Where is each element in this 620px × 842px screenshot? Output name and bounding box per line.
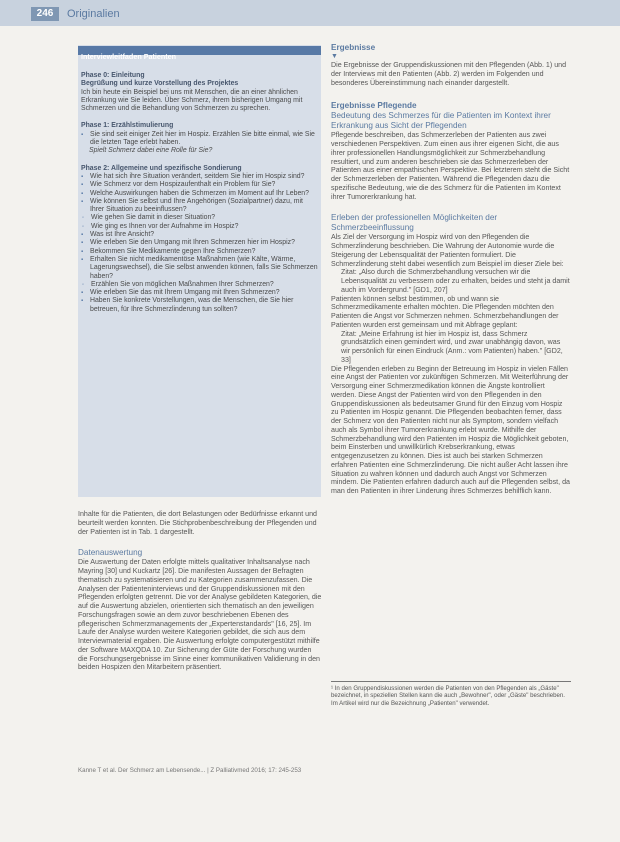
list-item: ▪ Wie hat sich ihre Situation verändert, seitdem Sie hier im Hospiz sind? [89, 173, 318, 181]
moeglich-heading: Erleben der professionellen Möglichkeiten der Schmerzbeeinflussung [331, 213, 498, 233]
moeglich-text: Als Ziel der Versorgung im Hospiz wird von den Pflegenden die Schmerzlinderung beschrieben. Die Wahrung der Autonomie wurde die Steigerung der Lebensqualität der Patienten formuliert. Die Schmerzlinderung steht dabei wesentlich zum Beispiel im dieser Ziele bei: [331, 233, 564, 268]
footnote: ¹ In den Gruppendiskussionen werden die Patienten von den Pflegenden als „Gäste" bezeichnet, in speziellen Stellen kann die auch „Bewohner", oder „Gäste" beschrieben. Im Artikel wird nur die Bezeichnung „Patienten" verwendet. [331, 681, 571, 707]
section-title: Originalien [67, 8, 120, 20]
list-item: ▪ Welche Auswirkungen haben die Schmerzen im Moment auf Ihr Leben? [89, 190, 318, 198]
list-item: ▪ Was ist Ihre Ansicht? [89, 231, 318, 239]
left-body-text [78, 510, 322, 672]
arrow-down-icon: ▼ [331, 53, 338, 60]
list-item: ▪ Wie erleben Sie den Umgang mit Ihren Schmerzen hier im Hospiz? [89, 239, 318, 247]
sub-list-item: ◦ Wie ging es Ihnen vor der Aufnahme im Hospiz? [90, 223, 318, 231]
moeglich-text-3: Die Pflegenden erleben zu Beginn der Betreuung im Hospiz in vielen Fällen eine Angst der Patienten vor zukünftigen Schmerzen. Mit Weiterführung der Versorgung einer Schmerzmedikation können die Ängste kontrolliert werden. Diese Angst der Patienten wird von den Pflegenden in den Gruppendiskussionen als bedeutsamer Grund für den Einzug vom Hospiz zu Patienten im Hospiz genannt. Die Pflegenden beobachten ferner, dass der Schmerz von den Patienten nicht nur als Symptom, sondern vielfach auch als Symbol ihrer Tumorerkrankung erlebt wurde. Mithilfe der Schmerzbehandlung wird den Patienten im Hospiz die Möglichkeit geboten, beim Einsterben und unwillkürlich Krebserkrankung, etwas entgegenzusetzen zu können. Dies ist auch bei starken Schmerzen erfahren Patienten eine Schmerzlinderung. Die nicht außer Acht lassen ihre Situation zu wahren können und dadurch auch Angst vor Schmerzen mindern. Die Patienten erfahren dadurch auch auf die Pflegenden selbst, da man den Patienten in ihrer Linderung ihres Schmerzes behilflich kann. [331, 364, 570, 495]
phase0-text: Ich bin heute ein Beispiel bei uns mit Menschen, die an einer ähnlichen Erkrankung wie Sie leiden. Über Schmerz, ihrem bisherigen Umgang mit Schmerzen und die Behandlung von Schmerzen zu sprechen. [81, 88, 303, 113]
ergebnisse-heading: Ergebnisse [331, 43, 376, 52]
auswertung-text: Die Auswertung der Daten erfolgte mittels qualitativer Inhaltsanalyse nach Mayring [30] und Kuckartz [26]. Die manifesten Aussagen der Befragten thematisch zu systematisieren und zu Kategorien zusammenzufassen. Die Analysen der Patienteninterviews und der Gruppendiskussionen mit den Pflegenden erfolgten getrennt. Die vor der Analyse gebildeten Kategorien, die auf die Auswertung abzielen, orientierten sich thematisch an den jeweiligen Forschungsfragen sowie an dem zuvor beschriebenen Ebenen des pflegerischen Schmerzmanagements der „Expertenstandards" [16, 25]. Im Laufe der Analyse wurden weitere Kategorien gebildet, die sich aus dem Interviewmaterial ergaben. Die Auswertung erfolgte computergestützt mithilfe der Software MAXQDA 10. Zur Sicherung der Güte der Forschung wurden die Forschungsergebnisse im Sinne einer kommunikativen Validierung in den beiden Hospizen den Mitarbeitern präsentiert. [78, 558, 322, 672]
list-item: ▪ Bekommen Sie Medikamente gegen Ihre Schmerzen? [89, 248, 318, 256]
sub-list-item: ◦ Wie gehen Sie damit in dieser Situation? [90, 214, 318, 222]
quote: Zitat: „Meine Erfahrung ist hier im Hospiz ist, dass Schmerz grundsätzlich einen gemindert wird, und zwar unabhängig davon, was wir persönlich für einen Eindruck (Anm.: vom Patienten) haben." [GD2, 33] [341, 329, 563, 364]
right-column [331, 43, 571, 496]
box-content [81, 69, 318, 314]
auswertung-heading: Datenauswertung [78, 548, 143, 558]
sub-list-item: ◦ Erzählen Sie von möglichen Maßnahmen Ihrer Schmerzen? [90, 281, 318, 289]
list-item: ▪ Wie können Sie selbst und Ihre Angehörigen (Sozialpartner) dazu, mit Ihrer Situation zu beeinflussen? [89, 198, 318, 215]
phase0-title: Phase 0: Einleitung [81, 72, 145, 79]
list-item: ▪ Wie Schmerz vor dem Hospizaufenthalt ein Problem für Sie? [89, 181, 318, 189]
phase0-subtitle: Begrüßung und kurze Vorstellung des Projektes [81, 80, 239, 88]
list-item: ▪ Wie erleben Sie das mit Ihrem Umgang mit Ihren Schmerzen? [89, 289, 318, 297]
list-item: ▪ Erhalten Sie nicht medikamentöse Maßnahmen (wie Kälte, Wärme, Lagerungswechsel), die Sie selbst anwenden können, falls Sie Schmerzen haben? [89, 256, 318, 281]
box-title: Interviewleitfaden Patienten [78, 46, 321, 55]
page-footer: Kanne T et al. Der Schmerz am Lebensende... | Z Palliativmed 2016; 17: 245-253 [78, 767, 302, 774]
phase1-note: Spielt Schmerz dabei eine Rolle für Sie? [89, 147, 213, 155]
moeglich-text-2: Patienten können selbst bestimmen, ob und wann sie Schmerzmedikamente erhalten möchten. Die Pflegenden möchten den Patienten die Angst vor Schmerzen nehmen. Schmerzbehandlungen der Patienten wurden erst gemeinsam und mit Abfrage geplant: [331, 294, 559, 329]
list-item: ▪ Haben Sie konkrete Vorstellungen, was die Menschen, die Sie hier betreuen, für Ihre Schmerzlinderung tun sollten? [89, 297, 318, 314]
phase1-title: Phase 1: Erzählstimulierung [81, 122, 174, 130]
ergebnisse-text: Die Ergebnisse der Gruppendiskussionen mit den Pflegenden (Abb. 1) und der Interviews mit den Patienten (Abb. 2) werden im Folgenden und besonderes Übereinstimmung nach einander dargestellt. [331, 61, 567, 87]
pflege-text: Pflegende beschreiben, das Schmerzerleben der Patienten aus zwei verschiedenen Perspektiven. Zum einen aus ihrer eigenen Sicht, die aus ihrer professionellen Handlungsmöglichkeit zur Schmerzbehandlung resultiert, und zum anderen beschrieben sie das Schmerzerleben der Patienten aus einer empathischen Perspektive. Bei letzterem steht die Sicht der Schmerzerleben der Patienten. Während die Pflegenden dazu die spezifische Bedeutung, wie die des Schmerz für die Patienten im Kontext ihrer Tumorerkrankung hat. [331, 131, 570, 201]
paragraph: Inhalte für die Patienten, die dort Belastungen oder Bedürfnisse erkannt und beurteilt werden konnten. Die Stichprobenbeschreibung der Pflegenden und der Patienten ist in Tab. 1 dargestellt. [78, 510, 317, 536]
pflege-heading: Ergebnisse Pflegende [331, 101, 417, 111]
pflege-subheading: Bedeutung des Schmerzes für die Patienten im Kontext ihrer Erkrankung aus Sicht der Pflegenden [331, 111, 551, 131]
page-number: 246 [31, 7, 59, 21]
quote: Zitat: „Also durch die Schmerzbehandlung versuchen wir die Lebensqualität zu verbessern oder zu erhalten, beides und steht ja damit auch im Vordergrund." [GD1, 207] [341, 268, 570, 294]
phase2-title: Phase 2: Allgemeine und spezifische Sondierung [81, 164, 242, 172]
list-item: ▪ Sie sind seit einiger Zeit hier im Hospiz. Erzählen Sie bitte einmal, wie Sie die letzten Tage erlebt haben. [89, 131, 318, 148]
